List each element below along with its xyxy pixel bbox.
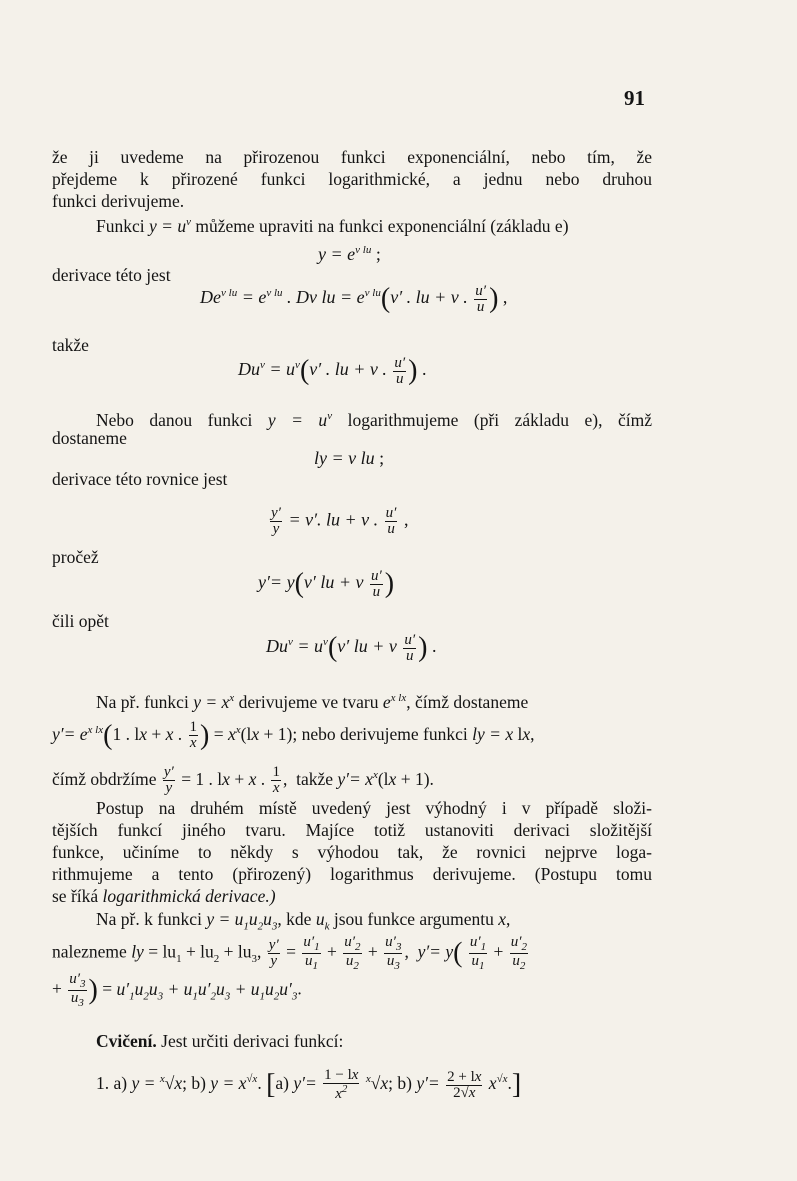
- label: takže: [52, 335, 89, 355]
- paragraph-line: nalezneme ly = $lu_1 + lu_2 + lu_3$, $\frac{y'}{y}$ = $\frac{u'_1}{u_1}$ + $\frac{u'_2}{u_2}$ + $\frac{u'_3}{u_3}$ , y′= y( $\frac{u'_1}{u_1}$ + $\frac{u'_2}{u_2}$: [52, 934, 528, 972]
- exercise-heading: Cvičení. Jest určiti derivaci funkcí:: [96, 1031, 344, 1051]
- paragraph-line: funkci derivujeme.: [52, 191, 185, 211]
- paragraph-line: + $\frac{u'_3}{u_3}$ ) = $u'_1u_2u_3 + u_1u'_2u_3 + u_1u_2u'_3$.: [52, 971, 302, 1009]
- equation: $y = e^{v lu}$ ;: [318, 244, 381, 264]
- label: derivace této jest: [52, 265, 171, 285]
- paragraph-line: Na př. k funkci $y = u_1u_2u_3$, kde $u_k$ jsou funkce argumentu x,: [96, 909, 511, 933]
- label: čili opět: [52, 611, 109, 631]
- label: derivace této rovnice jest: [52, 469, 228, 489]
- paragraph-line: Postup na druhém místě uvedený jest výhodný i v případě složi-: [96, 798, 652, 818]
- paragraph-line: že ji uvedeme na přirozenou funkci exponenciální, nebo tím, že: [52, 147, 652, 167]
- text: Funkci: [96, 215, 145, 236]
- paragraph-line: Na př. funkci $y = x^x$ derivujeme ve tvaru $e^{x lx}$, čímž dostaneme: [96, 691, 529, 712]
- paragraph-line: funkce, učiníme to někdy s výhodou tak, že rovnici nejprve loga-: [52, 842, 652, 862]
- equation: $Du^v = u^v(v'$ . lu + v . $\frac{u'}{u}$ ) .: [238, 354, 427, 387]
- paragraph-line: Nebo danou funkci $y = u^v$ logarithmujeme (při základu e), čímž: [96, 409, 653, 430]
- equation: $Du^v = u^v(v'$ lu + v $\frac{u'}{u}$ ) .: [266, 631, 437, 664]
- paragraph-line: Funkci $y = u^v$ můžeme upraviti na funkci exponenciální (základu e): [96, 215, 569, 236]
- text: můžeme upraviti na funkci exponenciální (základu e): [195, 215, 569, 236]
- label: pročež: [52, 547, 99, 567]
- page-number: 91: [624, 86, 645, 110]
- paragraph-line: dostaneme: [52, 428, 127, 448]
- equation: y′= y(v′ lu + v $\frac{u'}{u}$ ): [258, 567, 395, 600]
- equation: ly = v lu ;: [314, 448, 385, 468]
- equation: $De^{v lu} = e^{v lu}$ . Dv lu = $e^{v lu}(v'$ . lu + v . $\frac{u'}{u}$ ) ,: [200, 282, 508, 315]
- paragraph-line: rithmujeme a tento (přirozený) logarithmus derivujeme. (Postupu tomu: [52, 864, 652, 884]
- paragraph-line: $y'= e^{x lx}(1$ . lx + x . $\frac{1}{x}$ ) = $x^x(lx + 1)$; nebo derivujeme funkci ly = x lx,: [52, 719, 535, 752]
- paragraph-line: přejdeme k přirozené funkci logarithmické, a jednu nebo druhou: [52, 169, 652, 189]
- paragraph-line: čímž obdržíme $\frac{y'}{y}$ = 1 . lx + x . $\frac{1}{x}$ , takže $y'= x^x(lx + 1)$.: [52, 764, 434, 797]
- paragraph-line: se říká logarithmická derivace.): [52, 886, 276, 906]
- exercise-item: 1. a) y = $^x$√x; b) $y = x^{√x}$. [a) y′= $\frac{1 - lx}{x^2}$ $^x$√x; b) y′= $\frac{2 + lx}{2√x}$ $x^{√x}$.]: [96, 1067, 522, 1102]
- paragraph-line: tějších funkcí jiného tvaru. Majíce totiž ustanoviti derivaci složitější: [52, 820, 652, 840]
- equation: $\frac{y'}{y}$ = v′. lu + v . $\frac{u'}{u}$ ,: [271, 505, 409, 537]
